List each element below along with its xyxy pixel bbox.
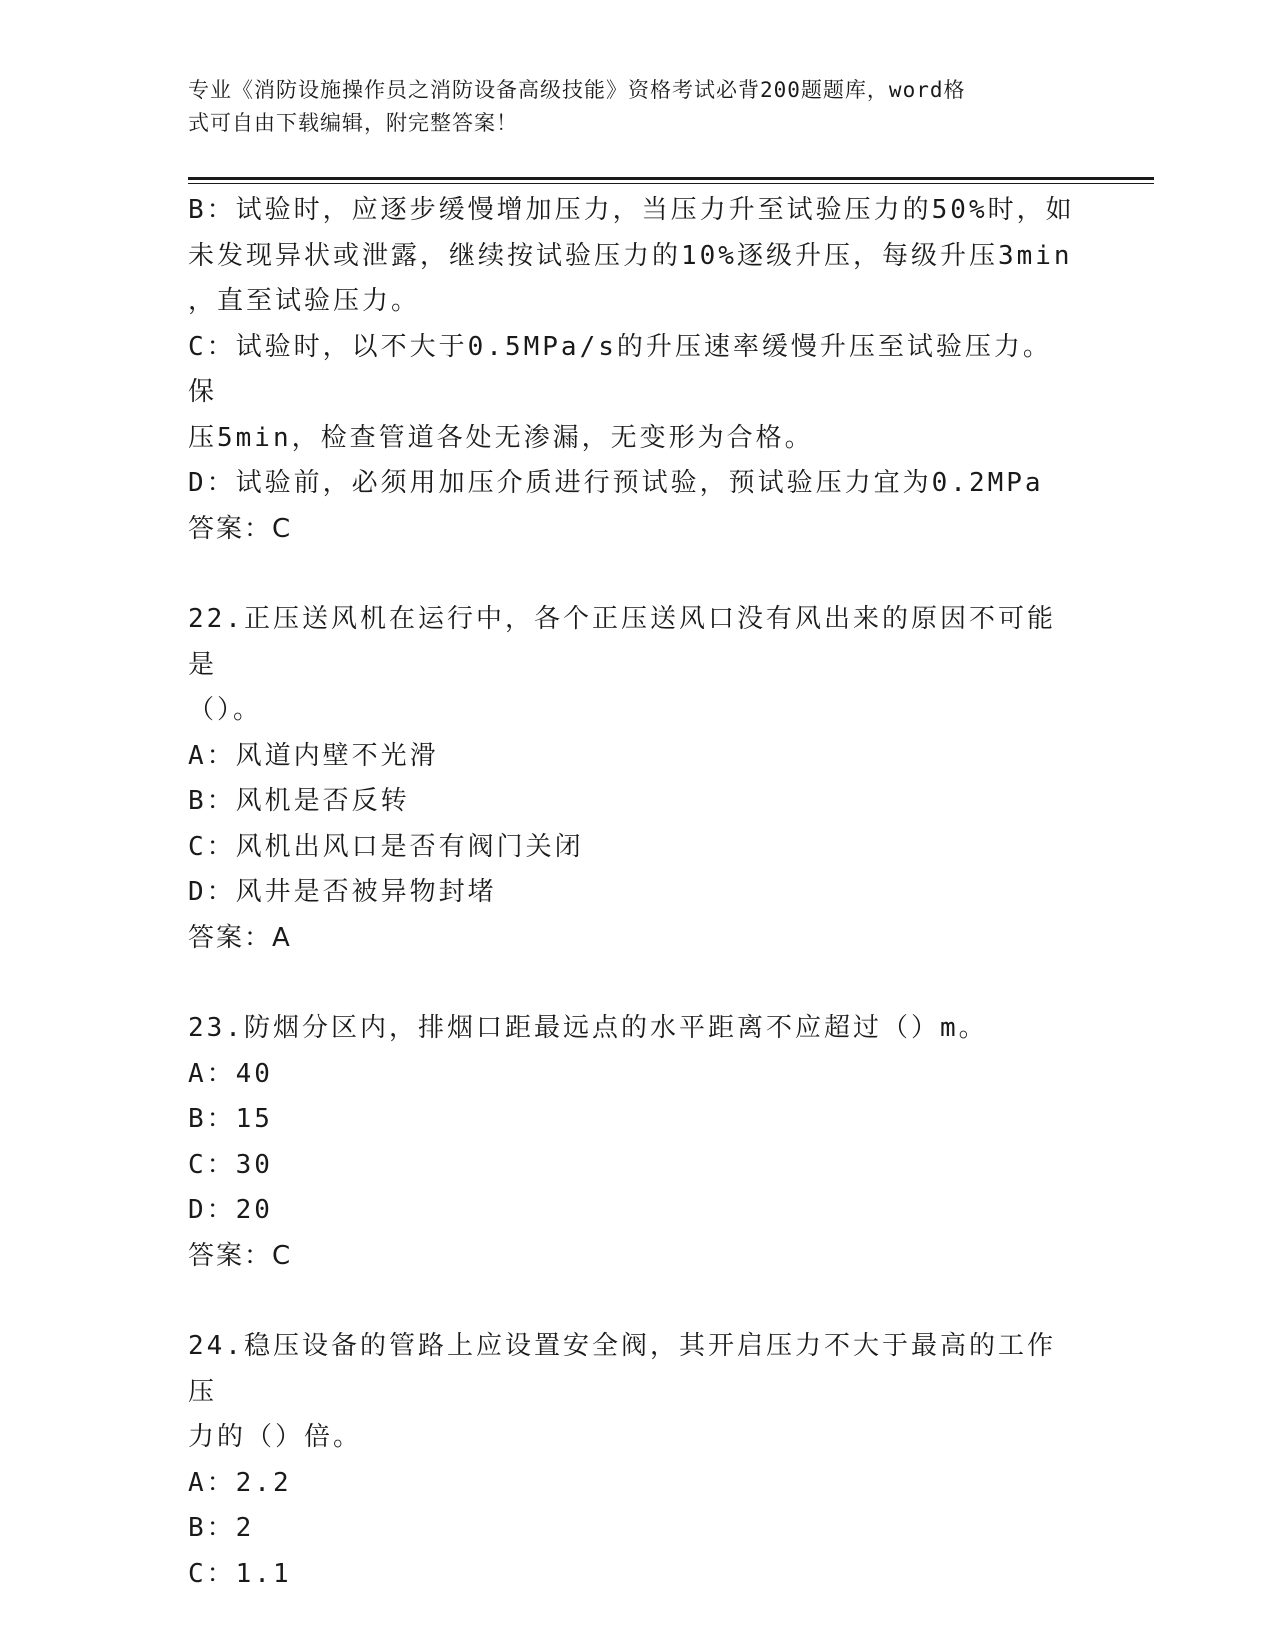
option-c-line-2: 压5min，检查管道各处无渗漏，无变形为合格。	[188, 422, 814, 453]
question-21-continued	[188, 188, 1078, 552]
question-24	[188, 1324, 1078, 1597]
option-d: D：20	[188, 1195, 273, 1225]
option-c-line-1: C：试验时，以不大于0.5MPa/s的升压速率缓慢升压至试验压力。保	[188, 331, 1052, 407]
header-divider-thin	[188, 183, 1154, 184]
question-stem-line-1: 24.稳压设备的管路上应设置安全阀，其开启压力不大于最高的工作压	[188, 1331, 1056, 1407]
option-a: A：2.2	[188, 1467, 292, 1498]
option-d: D：风井是否被异物封堵	[188, 877, 497, 907]
header-divider-thick	[188, 177, 1154, 180]
question-stem: 23.防烟分区内，排烟口距最远点的水平距离不应超过（）m。	[188, 1013, 988, 1043]
question-stem-line-2: 力的（）倍。	[188, 1422, 363, 1452]
answer-label: 答案：A	[188, 922, 292, 953]
answer-label: 答案：C	[188, 513, 293, 544]
question-stem-line-1: 22.正压送风机在运行中，各个正压送风口没有风出来的原因不可能是	[188, 604, 1056, 680]
header-line-2: 式可自由下载编辑，附完整答案！	[188, 111, 518, 135]
option-c: C：风机出风口是否有阀门关闭	[188, 831, 584, 862]
option-b: B：15	[188, 1104, 273, 1134]
option-b-line-1: B：试验时，应逐步缓慢增加压力，当压力升至试验压力的50%时，如	[188, 195, 1075, 225]
option-b-line-2: 未发现异状或泄露，继续按试验压力的10%逐级升压，每级升压3min	[188, 240, 1073, 271]
option-a: A：40	[188, 1058, 273, 1089]
answer-label: 答案：C	[188, 1240, 293, 1271]
question-23	[188, 1006, 1078, 1279]
spacer	[188, 1279, 1078, 1324]
option-b-line-3: ，直至试验压力。	[188, 286, 421, 316]
option-b: B：2	[188, 1513, 255, 1543]
question-stem-line-2: （）。	[188, 695, 263, 725]
question-22	[188, 597, 1078, 961]
option-c: C：1.1	[188, 1558, 292, 1589]
spacer	[188, 961, 1078, 1006]
spacer	[188, 552, 1078, 597]
option-c: C：30	[188, 1149, 273, 1180]
question-body	[188, 188, 1078, 1597]
option-b: B：风机是否反转	[188, 786, 410, 816]
header-line-1: 专业《消防设施操作员之消防设备高级技能》资格考试必背200题题库，word格	[188, 78, 966, 102]
option-d: D：试验前，必须用加压介质进行预试验，预试验压力宜为0.2MPa	[188, 468, 1044, 498]
option-a: A：风道内壁不光滑	[188, 740, 439, 771]
document-header	[188, 74, 1068, 140]
